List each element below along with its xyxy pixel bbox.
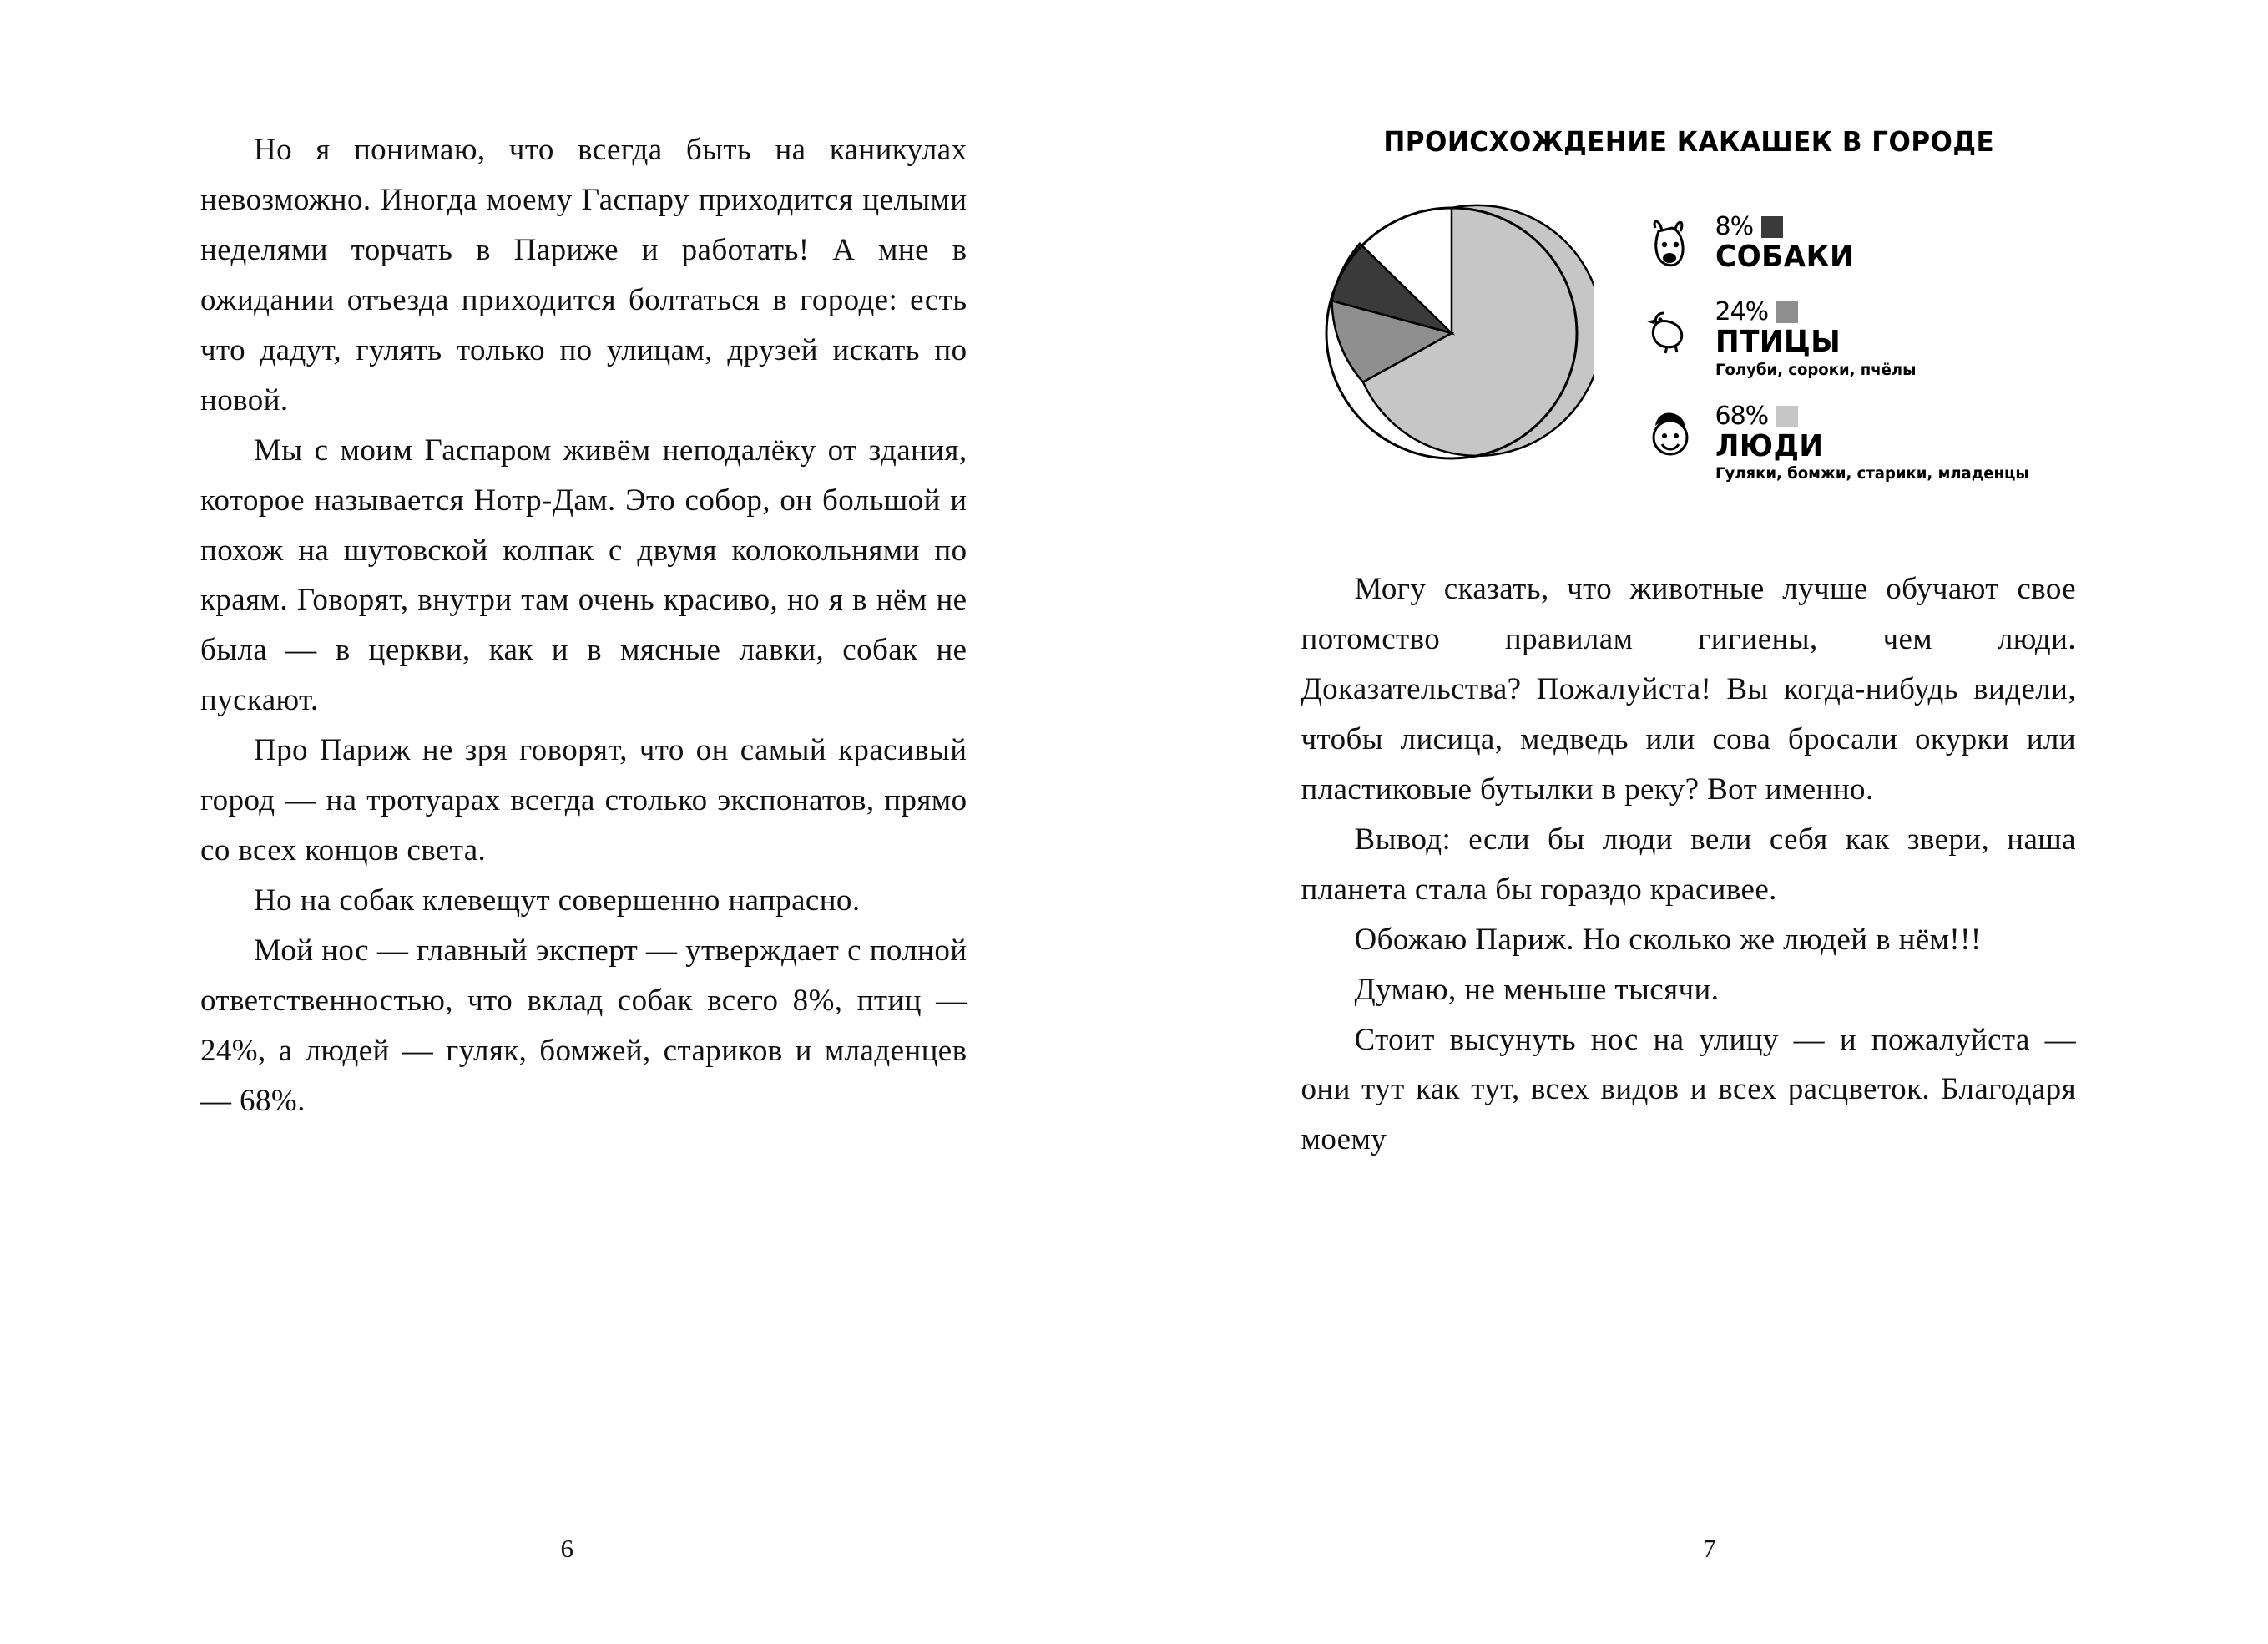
legend-text-birds (1715, 298, 2077, 381)
legend-text-people (1715, 402, 2077, 485)
legend-label: ЛЮДИ (1715, 428, 1824, 463)
pie-chart-svg (1310, 191, 1594, 475)
legend-top-dogs (1715, 212, 2077, 241)
legend-swatch (1776, 301, 1798, 323)
legend-item-dogs (1639, 213, 2077, 276)
infographic (1301, 125, 2077, 506)
legend-top-birds (1715, 297, 2077, 326)
legend-item-people (1639, 402, 2077, 485)
legend-label: СОБАКИ (1715, 240, 1854, 274)
dog-icon (1639, 213, 1702, 276)
paragraph: Но на собак клевещут совершенно напрасно. (254, 883, 861, 918)
paragraph: Могу сказать, что животные лучше обучают свое потомство правилам гигиены, чем люди. Доказательства? Пожалуйста! Вы когда-нибудь видели, чтобы лисица, медведь или сова бросали окурки или пластиковые бутылки в реку? Вот именно. (1301, 572, 2076, 807)
legend-item-birds (1639, 298, 2077, 381)
page-number: 7 (1703, 1534, 1716, 1563)
legend-sublabel: Гуляки, бомжи, старики, младенцы (1715, 464, 2029, 483)
chart-legend (1639, 191, 2077, 506)
paragraph: Но я понимаю, что всегда быть на каникулах невозможно. Иногда моему Гаспару приходится целыми неделями торчать в Париже и работать! А мне в ожидании отъезда приходится болтаться в городе: есть что дадут, гулять только по улицам, друзей искать по новой. (200, 133, 967, 417)
legend-label: ПТИЦЫ (1715, 325, 1841, 359)
chart-row (1301, 191, 2077, 506)
paragraph: Про Париж не зря говорят, что он самый красивый город — на тротуарах всегда столько экспонатов, прямо со всех концов света. (200, 733, 967, 868)
legend-swatch (1776, 406, 1798, 427)
paragraph: Мой нос — главный эксперт — утверждает с полной ответственностью, что вклад собак всего 8%, птиц — 24%, а людей — гуляк, бомжей, стариков и младенцев — 68%. (200, 933, 967, 1118)
legend-swatch (1761, 216, 1783, 238)
paragraph: Вывод: если бы люди вели себя как звери, наша планета стала бы гораздо красивее. (1301, 822, 2076, 907)
paragraph: Мы с моим Гаспаром живём неподалёку от здания, которое называется Нотр-Дам. Это собор, он большой и похож на шутовской колпак с двумя колокольнями по краям. Говорят, внутри там очень красиво, но я в нём не была — в церкви, как и в мясные лавки, собак не пускают. (200, 432, 967, 718)
paragraph: Думаю, не меньше тысячи. (1354, 972, 1720, 1007)
legend-sublabel: Голуби, сороки, пчёлы (1715, 360, 1916, 379)
bird-icon (1639, 298, 1702, 362)
chart-title: ПРОИСХОЖДЕНИЕ КАКАШЕК В ГОРОДЕ (1382, 125, 1994, 158)
legend-percent: 24% (1715, 297, 1769, 326)
person-icon (1639, 402, 1702, 466)
legend-percent: 8% (1715, 212, 1754, 241)
right-page (1134, 0, 2268, 1644)
legend-text-dogs (1715, 213, 2077, 273)
legend-percent: 68% (1715, 401, 1769, 431)
paragraph: Стоит высунуть нос на улицу — и пожалуйста — они тут как тут, всех видов и всех расцветок. Благодаря моему (1301, 1022, 2076, 1157)
legend-top-people (1715, 401, 2077, 431)
pie-chart (1310, 191, 1594, 475)
page-number: 6 (560, 1534, 573, 1563)
paragraph: Обожаю Париж. Но сколько же людей в нём!!! (1354, 922, 1982, 957)
